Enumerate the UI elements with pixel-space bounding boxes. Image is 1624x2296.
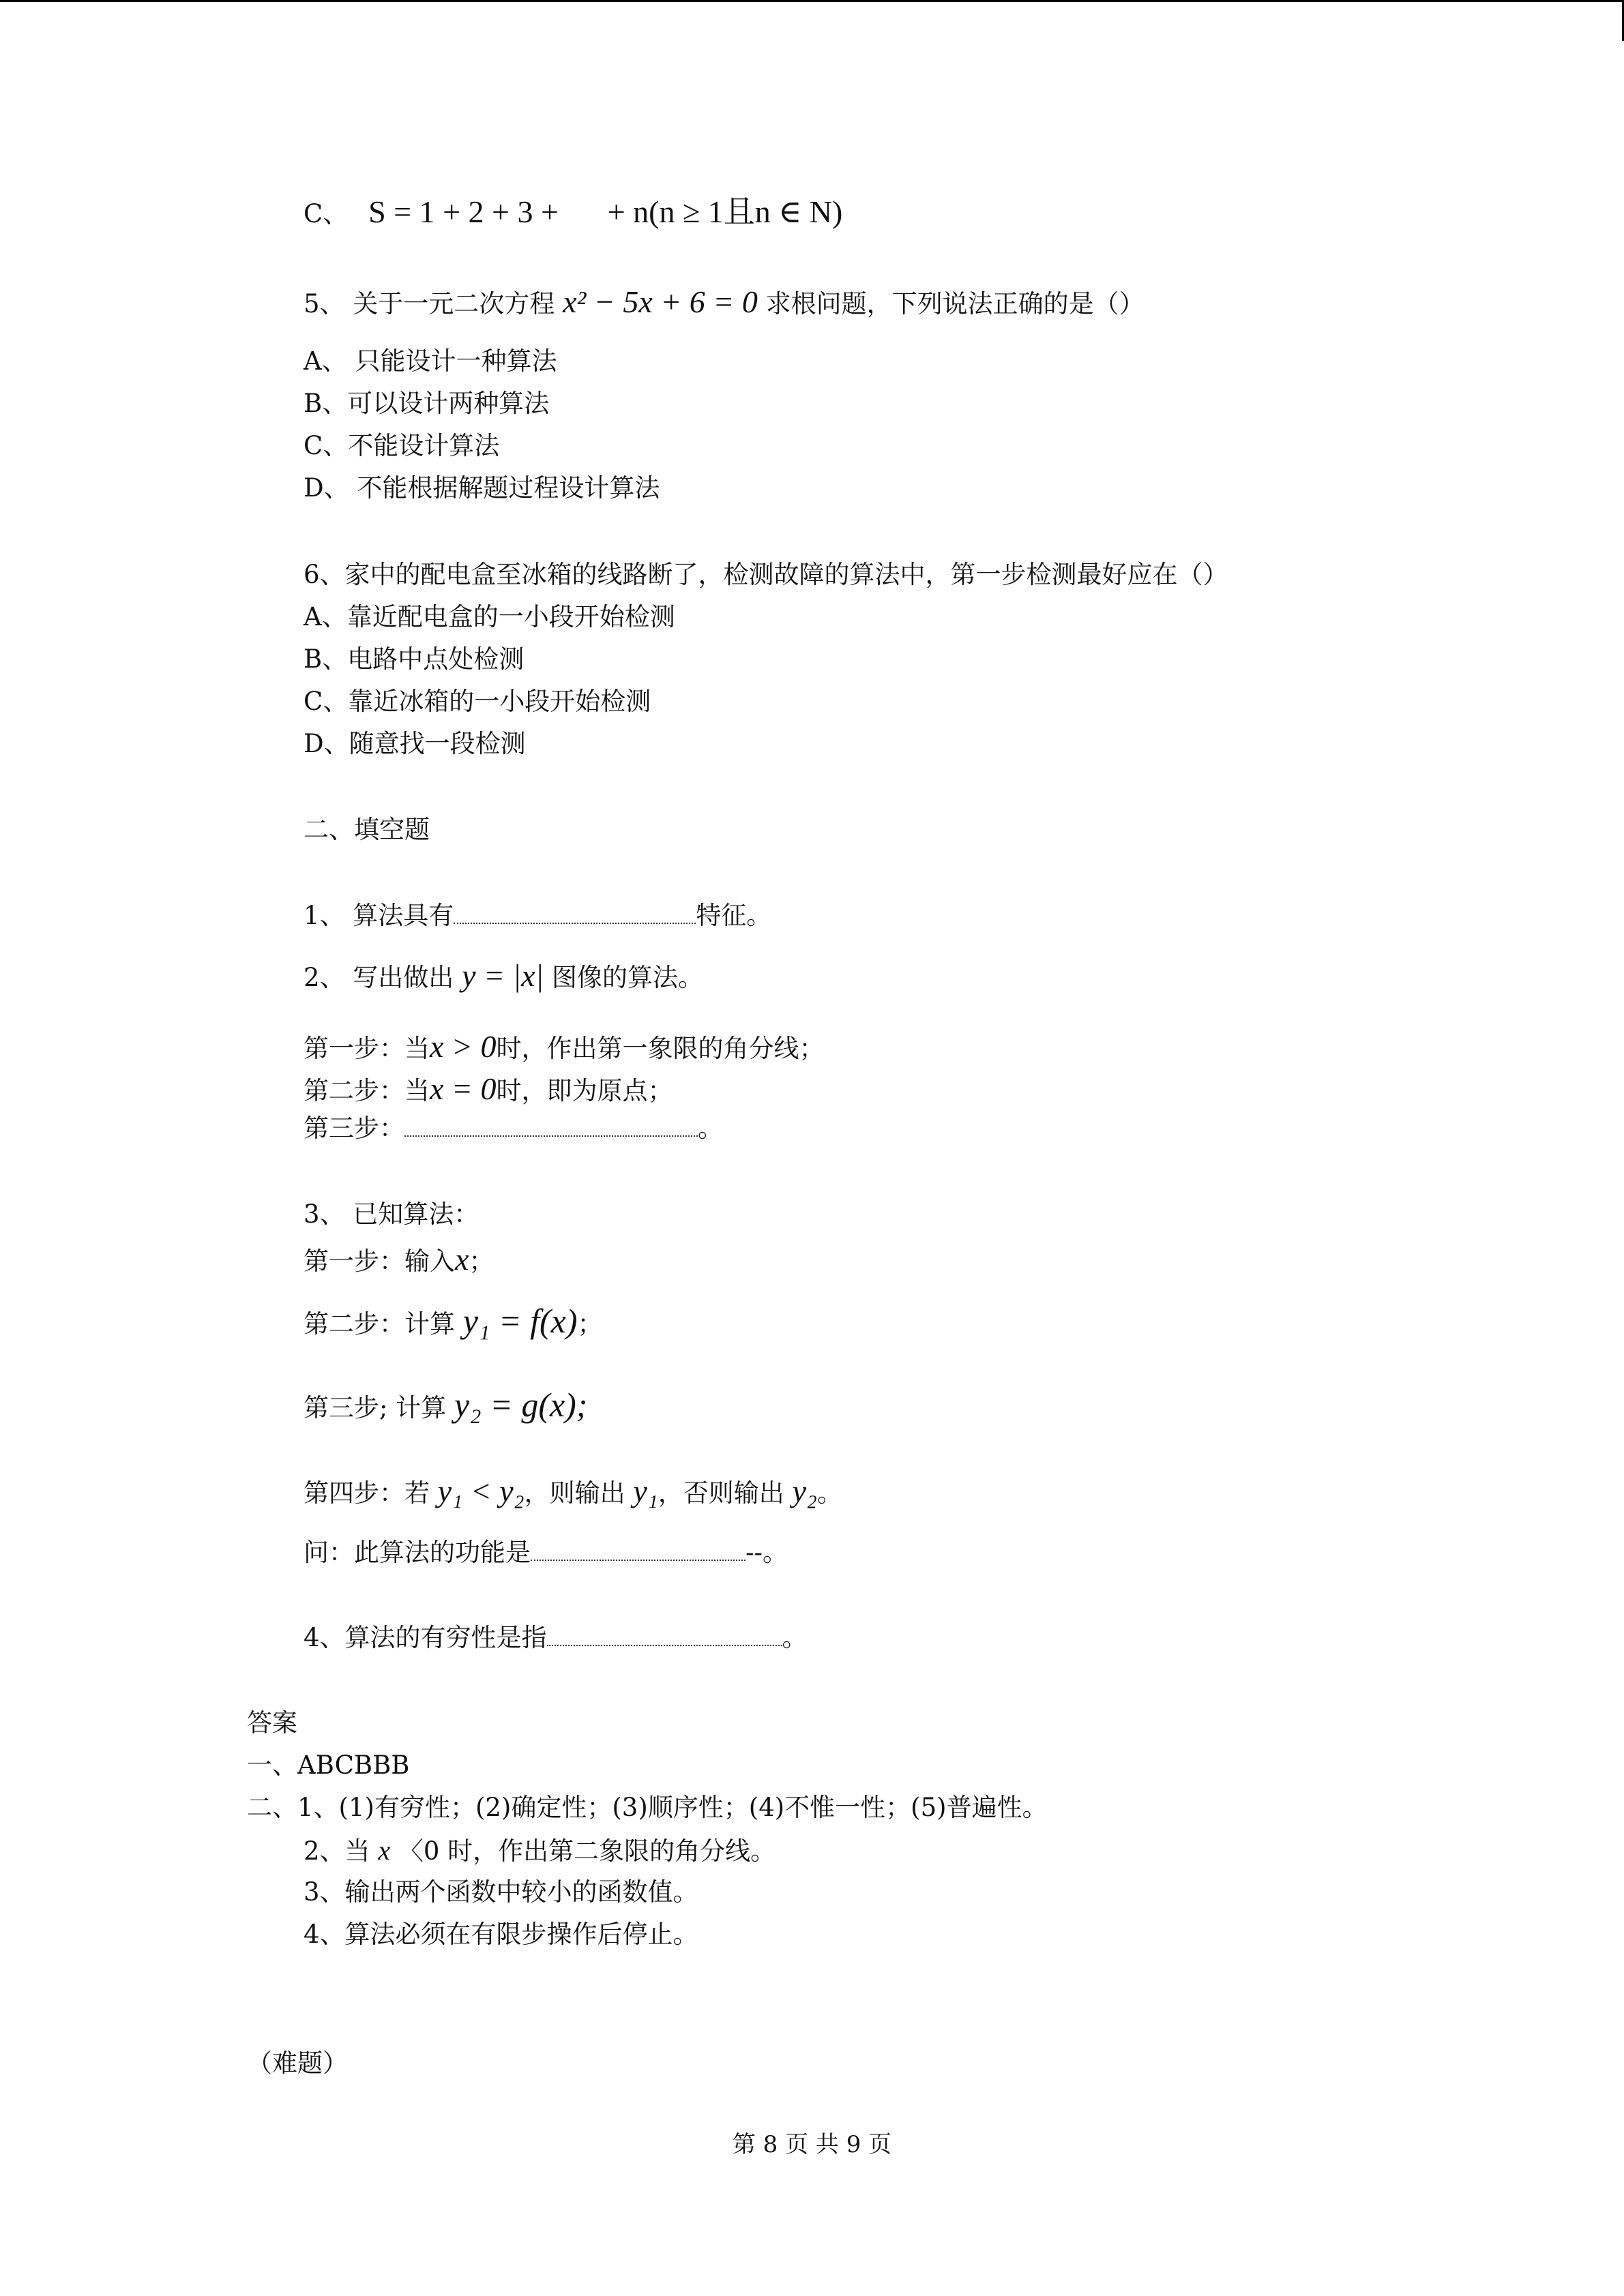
fill2-step3-blank[interactable] xyxy=(404,1119,698,1137)
fill3-step1 xyxy=(304,1244,494,1275)
fill3-step4-b: ，则输出 xyxy=(524,1478,625,1508)
q5-stem-b: 求根问题，下列说法正确的是（） xyxy=(765,289,1145,318)
fill3-step4-c: ，否则输出 xyxy=(658,1478,784,1508)
q4c-formula-b: + n(n ≥ 1且n ∈ N) xyxy=(607,194,843,229)
page-top-border xyxy=(0,0,1624,2)
q5-option-c: C、不能设计算法 xyxy=(304,431,500,460)
fill3-step2-a: 第二步：计算 xyxy=(304,1309,455,1339)
fill3-step2-b: ； xyxy=(577,1309,603,1339)
q5-option-d: D、 不能根据解题过程设计算法 xyxy=(304,473,660,503)
q5-stem xyxy=(304,286,1145,318)
fill3-step4-d: 。 xyxy=(817,1478,842,1508)
fill2-step2-b: 时，即为原点； xyxy=(496,1076,673,1105)
fill3-question-b: --。 xyxy=(745,1538,788,1567)
fill3-question xyxy=(304,1540,788,1565)
q6-option-d: D、随意找一段检测 xyxy=(304,729,526,758)
fill3-step4-formula3: y₂ xyxy=(792,1474,817,1508)
fill2-step3 xyxy=(304,1116,723,1141)
q4c-label: C、 xyxy=(304,199,349,228)
fill2-formula: y = |x| xyxy=(462,958,544,993)
fill2-step3-a: 第三步： xyxy=(304,1114,404,1143)
fill3-step1-a: 第一步：输入 xyxy=(304,1247,455,1276)
fill2-text-b: 图像的算法。 xyxy=(552,963,704,992)
fill3-step4-a: 第四步：若 xyxy=(304,1478,430,1508)
answers-item4: 4、算法必须在有限步操作后停止。 xyxy=(304,1920,698,1949)
fill3-step4 xyxy=(304,1476,842,1507)
q5-formula: x² − 5x + 6 = 0 xyxy=(563,284,758,319)
fill2-step1-b: 时，作出第一象限的角分线； xyxy=(496,1034,825,1063)
fill3-step3-a: 第三步; 计算 xyxy=(304,1393,447,1422)
fill3-step2-formula: y₁ = f(x) xyxy=(462,1302,578,1340)
fill3-step4-formula1: y₁ < y₂ xyxy=(437,1474,525,1508)
answers-item2 xyxy=(304,1837,776,1864)
fill1 xyxy=(304,903,771,928)
fill3-step3-formula: y₂ = g(x); xyxy=(454,1386,588,1424)
fill4-blank[interactable] xyxy=(547,1628,782,1646)
answers-item2-b: 〈0 时，作出第二象限的角分线。 xyxy=(398,1836,776,1866)
fill2-step2 xyxy=(304,1073,673,1105)
fill4-text-b: 。 xyxy=(782,1623,808,1652)
fill3-question-a: 问：此算法的功能是 xyxy=(304,1538,531,1567)
answers-item2-a: 2、当 xyxy=(304,1836,370,1866)
fill4-text-a: 4、算法的有穷性是指 xyxy=(304,1623,547,1652)
answers-title: 答案 xyxy=(247,1708,297,1738)
q4-option-c xyxy=(304,196,842,228)
fill2-text-a: 2、 写出做出 xyxy=(304,963,454,992)
fill3-step2 xyxy=(304,1304,602,1338)
q5-option-b: B、可以设计两种算法 xyxy=(304,389,550,418)
fill3-title: 3、 已知算法： xyxy=(304,1199,479,1229)
fill2-step2-formula: x = 0 xyxy=(430,1071,497,1106)
fill3-step4-formula2: y₁ xyxy=(633,1474,658,1508)
fill2 xyxy=(304,960,703,992)
q6-option-c: C、靠近冰箱的一小段开始检测 xyxy=(304,687,651,716)
answers-item2-formula: x xyxy=(378,1835,391,1866)
fill3-blank[interactable] xyxy=(531,1543,745,1561)
q5-option-a: A、 只能设计一种算法 xyxy=(304,346,557,376)
answers-part1: 一、ABCBBB xyxy=(247,1750,410,1780)
fill2-step1-a: 第一步：当 xyxy=(304,1034,430,1063)
fill3-step1-formula: x xyxy=(455,1242,469,1277)
fill3-step3 xyxy=(304,1388,587,1422)
fill1-text-b: 特征。 xyxy=(696,901,772,930)
fill2-step2-a: 第二步：当 xyxy=(304,1076,430,1105)
difficulty-label: （难题） xyxy=(247,2048,348,2078)
q6-option-b: B、电路中点处检测 xyxy=(304,644,525,674)
q5-stem-a: 5、 关于一元二次方程 xyxy=(304,289,555,318)
page-footer: 第 8 页 共 9 页 xyxy=(732,2131,892,2158)
section2-title: 二、填空题 xyxy=(304,815,430,844)
answers-part2: 二、1、(1)有穷性；(2)确定性；(3)顺序性；(4)不惟一性；(5)普遍性。 xyxy=(247,1793,1048,1822)
fill3-step1-b: ； xyxy=(469,1247,494,1276)
fill2-step1 xyxy=(304,1031,824,1062)
q6-stem: 6、家中的配电盒至冰箱的线路断了，检测故障的算法中，第一步检测最好应在（） xyxy=(304,560,1228,589)
fill2-step1-formula: x > 0 xyxy=(430,1029,497,1064)
fill1-text-a: 1、 算法具有 xyxy=(304,901,454,930)
fill1-blank[interactable] xyxy=(454,906,696,924)
q4c-formula-a: S = 1 + 2 + 3 + xyxy=(368,194,559,229)
answers-item3: 3、输出两个函数中较小的函数值。 xyxy=(304,1877,698,1907)
fill2-step3-b: 。 xyxy=(698,1114,723,1143)
fill4 xyxy=(304,1625,808,1650)
q6-option-a: A、靠近配电盒的一小段开始检测 xyxy=(304,602,675,631)
